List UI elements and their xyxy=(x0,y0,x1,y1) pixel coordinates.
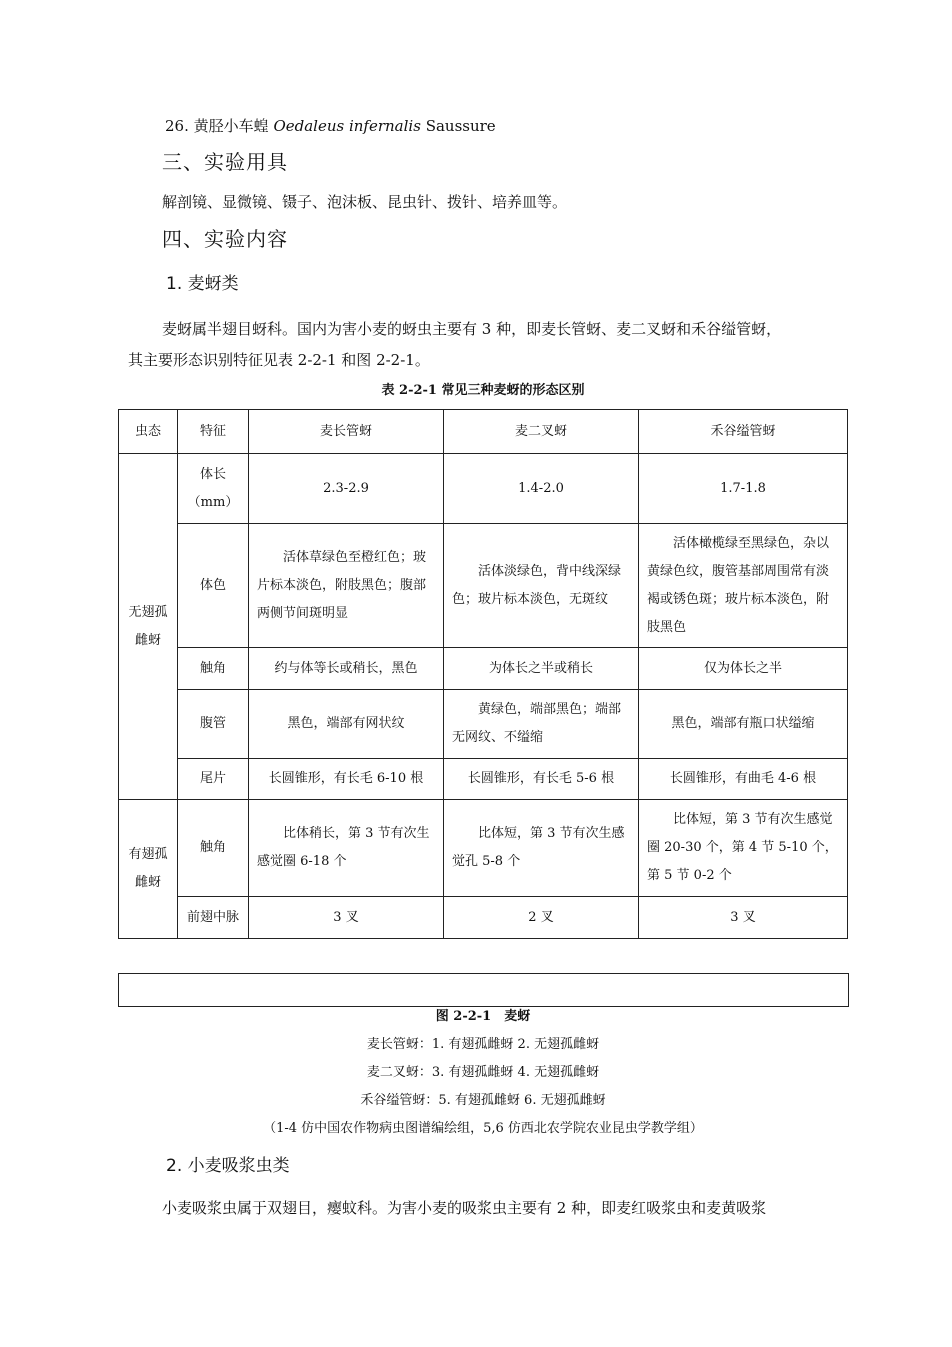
figure-source: （1-4 仿中国农作物病虫图谱编绘组，5,6 仿西北农学院农业昆虫学教学组） xyxy=(263,1121,703,1136)
feature-cell: 腹管 xyxy=(178,690,249,759)
table-caption: 表 2-2-1 常见三种麦蚜的形态区别 xyxy=(381,383,585,398)
feature-cell: 触角 xyxy=(178,800,249,897)
group-apterous: 无翅孤雌蚜 xyxy=(119,454,178,800)
table-row xyxy=(119,800,848,897)
cell: 比体短，第 3 节有次生感觉孔 5-8 个 xyxy=(444,800,639,897)
table-row xyxy=(119,524,848,648)
cell: 比体短，第 3 节有次生感觉圈 20-30 个，第 4 节 5-10 个，第 5 节 0-2 个 xyxy=(639,800,848,897)
header-species-3: 禾谷缢管蚜 xyxy=(639,410,848,454)
section-3-body: 解剖镜、显微镜、镊子、泡沫板、昆虫针、拨针、培养皿等。 xyxy=(162,193,568,211)
table-header-row xyxy=(119,410,848,454)
table-row xyxy=(119,897,848,939)
table-row xyxy=(119,648,848,690)
paragraph-1-line-2: 其主要形态识别特征见表 2-2-1 和图 2-2-1。 xyxy=(128,351,430,369)
cell: 1.7-1.8 xyxy=(639,454,848,524)
cell: 约与体等长或稍长，黑色 xyxy=(249,648,444,690)
figure-legend-2: 麦二叉蚜：3. 有翅孤雌蚜 4. 无翅孤雌蚜 xyxy=(366,1065,600,1080)
species-latin-name: Oedaleus infernalis xyxy=(273,117,421,135)
figure-placeholder-box xyxy=(118,973,849,1007)
cell: 黄绿色，端部黑色；端部无网纹、不缢缩 xyxy=(444,690,639,759)
feature-cell: 体色 xyxy=(178,524,249,648)
header-species-1: 麦长管蚜 xyxy=(249,410,444,454)
feature-cell: 触角 xyxy=(178,648,249,690)
section-3-title: 三、实验用具 xyxy=(162,150,288,174)
group-alate: 有翅孤雌蚜 xyxy=(119,800,178,939)
figure-title: 图 2-2-1 麦蚜 xyxy=(435,1009,531,1024)
section-4-title: 四、实验内容 xyxy=(162,227,288,251)
cell: 活体草绿色至橙红色；玻片标本淡色，附肢黑色；腹部两侧节间斑明显 xyxy=(249,524,444,648)
figure-legend-3: 禾谷缢管蚜：5. 有翅孤雌蚜 6. 无翅孤雌蚜 xyxy=(360,1093,606,1108)
table-row xyxy=(119,454,848,524)
figure-legend-1: 麦长管蚜：1. 有翅孤雌蚜 2. 无翅孤雌蚜 xyxy=(366,1037,600,1052)
header-stage: 虫态 xyxy=(119,410,178,454)
cell: 3 叉 xyxy=(249,897,444,939)
item-number: 26. xyxy=(165,117,189,135)
aphid-comparison-table xyxy=(118,409,848,939)
header-species-2: 麦二叉蚜 xyxy=(444,410,639,454)
cell: 长圆锥形，有长毛 6-10 根 xyxy=(249,759,444,800)
table-row xyxy=(119,759,848,800)
subsection-2-title: 2. 小麦吸浆虫类 xyxy=(166,1156,290,1176)
cell: 活体橄榄绿至黑绿色，杂以黄绿色纹，腹管基部周围常有淡褐或锈色斑；玻片标本淡色，附肢黑色 xyxy=(639,524,848,648)
cell: 活体淡绿色，背中线深绿色；玻片标本淡色，无斑纹 xyxy=(444,524,639,648)
paragraph-1-line-1: 麦蚜属半翅目蚜科。国内为害小麦的蚜虫主要有 3 种，即麦长管蚜、麦二叉蚜和禾谷缢管蚜， xyxy=(162,320,782,338)
cell: 长圆锥形，有曲毛 4-6 根 xyxy=(639,759,848,800)
cell: 长圆锥形，有长毛 5-6 根 xyxy=(444,759,639,800)
species-author: Saussure xyxy=(425,117,496,135)
cell: 为体长之半或稍长 xyxy=(444,648,639,690)
cell: 比体稍长，第 3 节有次生感觉圈 6-18 个 xyxy=(249,800,444,897)
species-chinese-name: 黄胫小车蝗 xyxy=(193,117,269,135)
header-feature: 特征 xyxy=(178,410,249,454)
feature-cell: 体长（mm） xyxy=(178,454,249,524)
cell: 黑色，端部有网状纹 xyxy=(249,690,444,759)
paragraph-2-line-1: 小麦吸浆虫属于双翅目，瘿蚊科。为害小麦的吸浆虫主要有 2 种，即麦红吸浆虫和麦黄吸浆 xyxy=(162,1199,767,1217)
subsection-1-title: 1. 麦蚜类 xyxy=(166,274,239,294)
cell: 仅为体长之半 xyxy=(639,648,848,690)
cell: 1.4-2.0 xyxy=(444,454,639,524)
cell: 3 叉 xyxy=(639,897,848,939)
species-item-26 xyxy=(165,116,496,136)
cell: 2.3-2.9 xyxy=(249,454,444,524)
cell: 黑色，端部有瓶口状缢缩 xyxy=(639,690,848,759)
cell: 2 叉 xyxy=(444,897,639,939)
feature-cell: 前翅中脉 xyxy=(178,897,249,939)
feature-cell: 尾片 xyxy=(178,759,249,800)
table-row xyxy=(119,690,848,759)
